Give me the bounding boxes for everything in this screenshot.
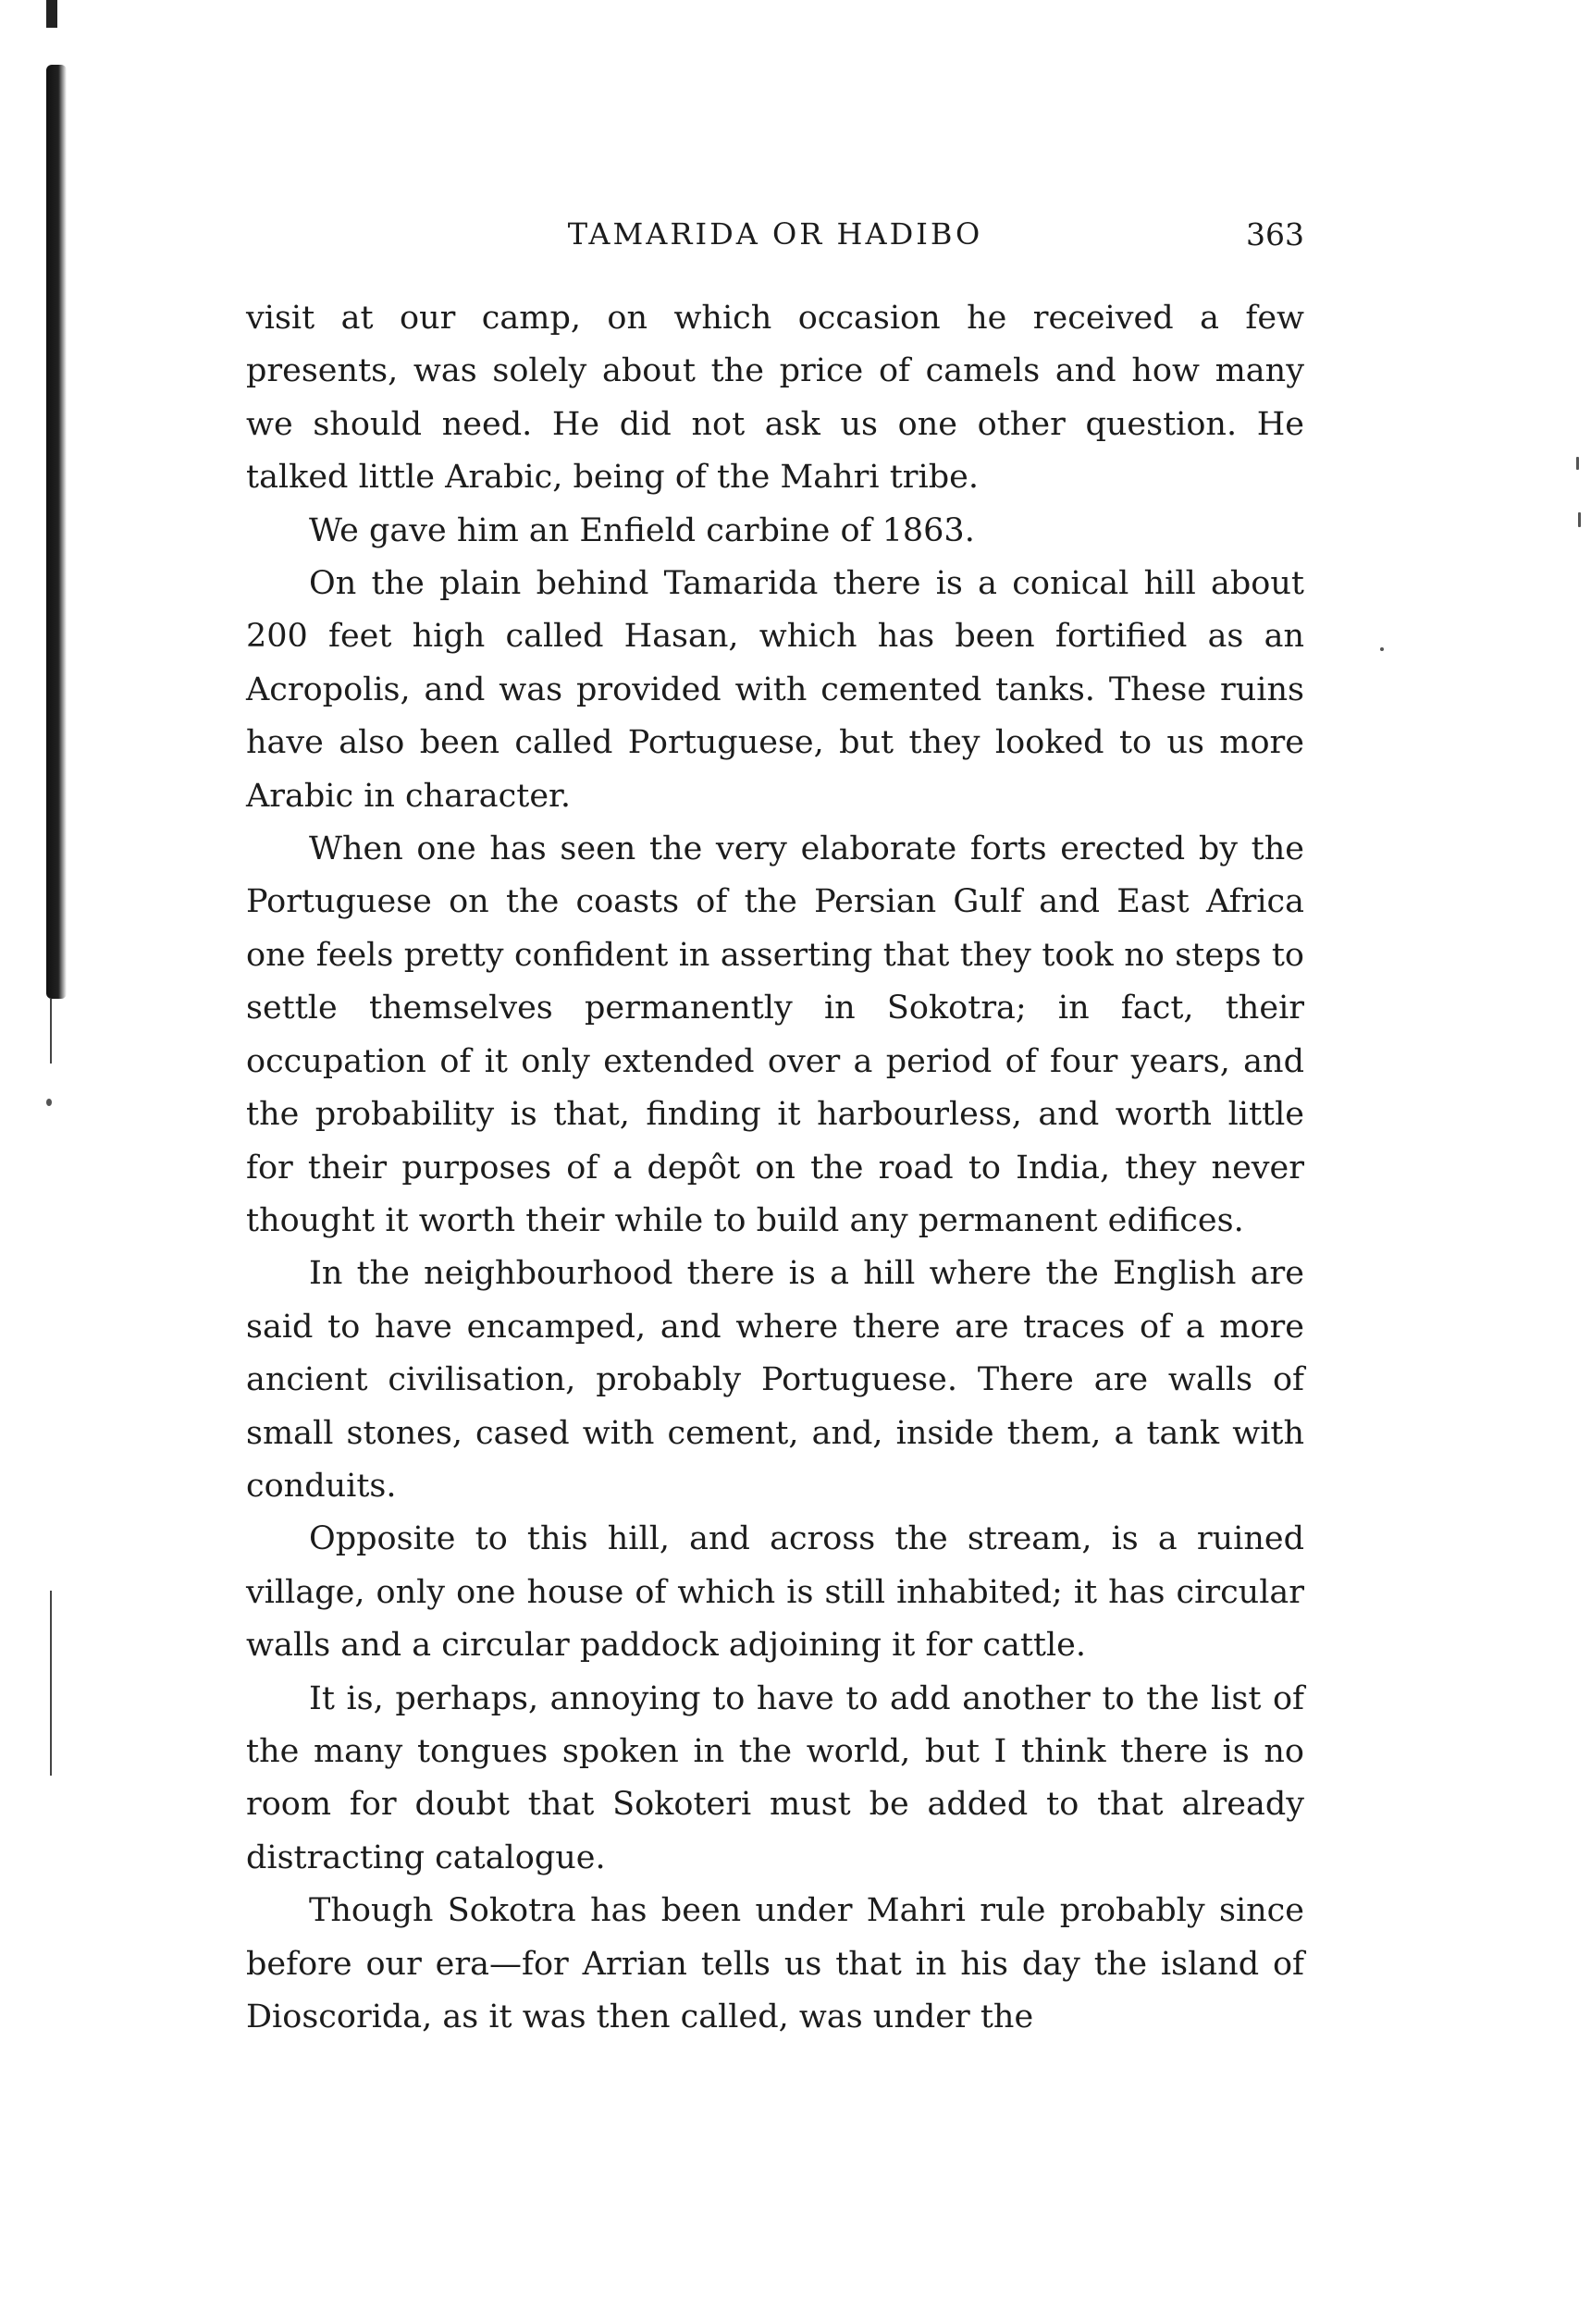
- page-number: 363: [1246, 216, 1304, 252]
- paragraph: On the plain behind Tamarida there is a conical hill about 200 feet high called Hasan, which has been fortified as an Acropolis, and was provided with cemented tanks. These ruins have also been called Portuguese, but they looked to us more Arabic in character.: [246, 565, 1304, 815]
- scan-speck: [1576, 457, 1579, 470]
- running-title: TAMARIDA OR HADIBO: [567, 216, 983, 252]
- scan-speck: [46, 1099, 52, 1106]
- paragraph: It is, perhaps, annoying to have to add another to the list of the many tongues spoken in the world, but I think there is no room for doubt that Sokoteri must be added to that already distracting catalogue.: [246, 1679, 1304, 1876]
- binding-shadow: [46, 65, 67, 999]
- binding-line: [50, 1591, 52, 1776]
- running-head: [246, 211, 1304, 266]
- paragraph: Though Sokotra has been under Mahri rule probably since before our era—for Arrian tells us that in his day the island of Dioscorida, as it was then called, was under the: [246, 1892, 1304, 2035]
- paragraph: When one has seen the very elaborate forts erected by the Portuguese on the coasts of the Persian Gulf and East Africa one feels pretty confident in asserting that they took no steps to settle themselves permanently in Sokotra; in fact, their occupation of it only extended over a period of four years, and the probability is that, finding it harbourless, and worth little for their purposes of a depôt on the road to India, they never thought it worth their while to build any permanent edifices.: [246, 830, 1304, 1239]
- body-text: [246, 292, 1304, 2044]
- scan-speck: [1578, 512, 1581, 527]
- paragraph: We gave him an Enfield carbine of 1863.: [309, 511, 975, 549]
- paragraph: visit at our camp, on which occasion he received a few presents, was solely about the price of camels and how many we should need. He did not ask us one other question. He talked little Arabic, being of the Mahri tribe.: [246, 300, 1304, 497]
- scan-speck: [1380, 647, 1384, 651]
- binding-line: [50, 999, 52, 1064]
- paragraph: Opposite to this hill, and across the stream, is a ruined village, only one house of which is still inhabited; it has circular walls and a circular paddock adjoining it for cattle.: [246, 1520, 1304, 1665]
- paragraph: In the neighbourhood there is a hill where the English are said to have encamped, and where there are traces of a more ancient civilisation, probably Portuguese. There are walls of small stones, cased with cement, and, inside them, a tank with conduits.: [246, 1255, 1304, 1505]
- scan-edge-mark: [46, 0, 57, 28]
